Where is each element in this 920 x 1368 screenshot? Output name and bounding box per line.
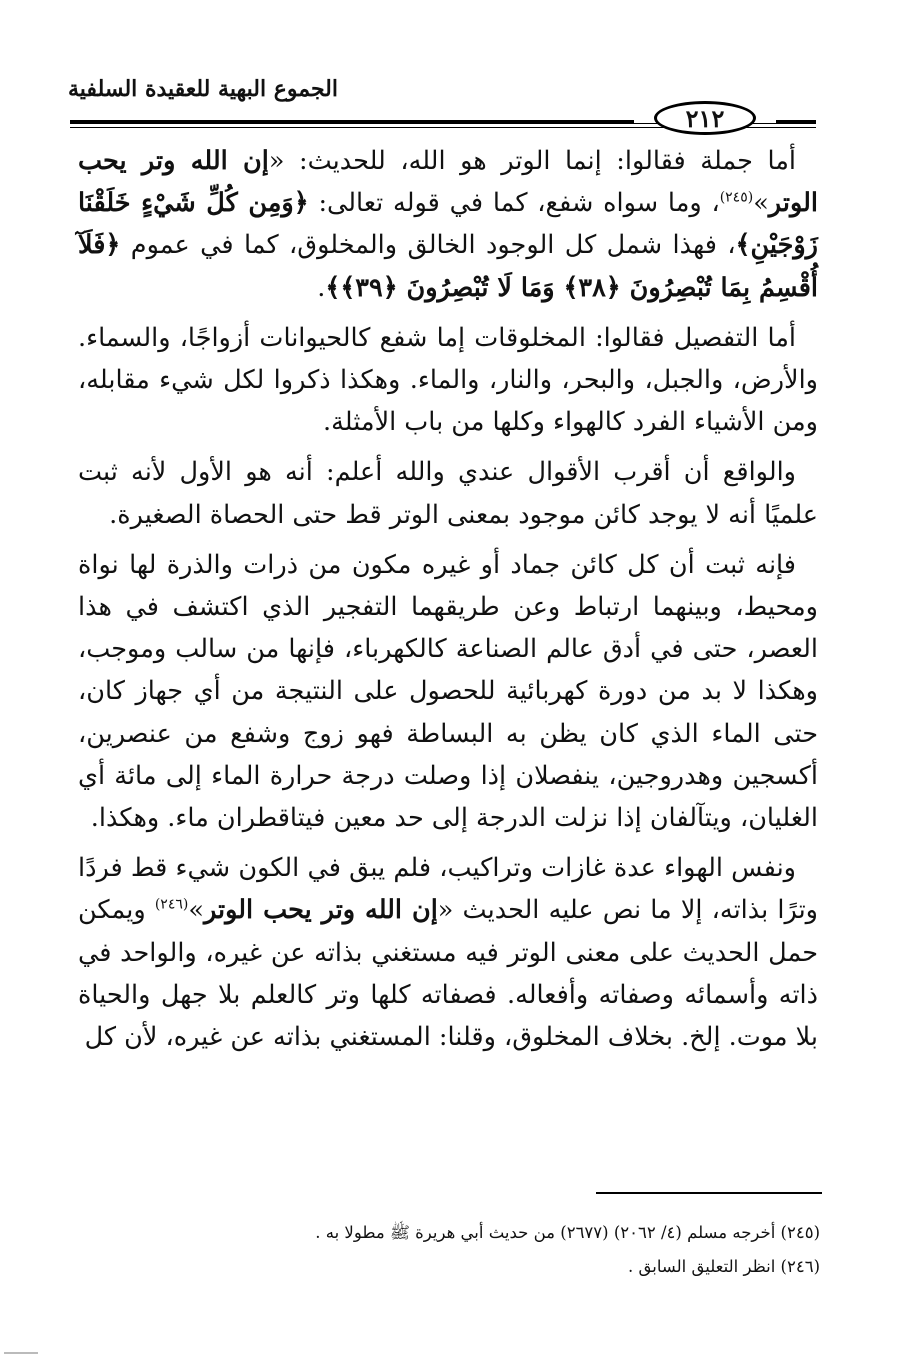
text-run: ، فهذا شمل كل الوجود الخالق والمخلوق، كما في عموم	[120, 230, 736, 261]
text-run: »	[753, 188, 769, 219]
page-number: ٢١٢	[654, 101, 756, 135]
footnote-reference: (٢٤٥)	[719, 189, 754, 206]
text-run: ويمكن حمل الحديث على معنى الوتر فيه مستغني بذاته عن غيره، والواحد في ذاته وأسمائه وصفاته وأفعاله. فصفاته كلها وتر كالعلم بلا جهل والحياة بلا موت. إلخ. بخلاف المخلوق، وقلنا: المستغني بذاته عن غيره، لأن كل	[78, 895, 818, 1053]
main-text	[78, 140, 818, 1066]
hadith-quote: إن الله وتر يحب الوتر	[203, 895, 438, 926]
quran-verse: ﴿فَلَآ أُقْسِمُ بِمَا تُبْصِرُونَ ﴿٣٨﴾ وَمَا لَا تُبْصِرُونَ ﴿٣٩﴾﴾	[78, 230, 818, 303]
paragraph-3: والواقع أن أقرب الأقوال عندي والله أعلم: أنه هو الأول لأنه ثبت علميًا أنه لا يوجد كائن موجود بمعنى الوتر قط حتى الحصاة الصغيرة.	[78, 457, 818, 530]
paragraph-4: فإنه ثبت أن كل كائن جماد أو غيره مكون من ذرات والذرة لها نواة ومحيط، وبينهما ارتباط وعن طريقهما التفجير الذي اكتشف في هذا العصر، حتى في أدق عالم الصناعة كالكهرباء، فإنها من سالب وموجب، وهكذا لا بد من دورة كهربائية للحصول على النتيجة من أي جهاز كان، حتى الماء الذي كان يظن به البساطة فهو زوج وشفع من عنصرين، أكسجين وهدروجين، ينفصلان إذا وصلت درجة حرارة الماء إلى مائة أي الغليان، ويتآلفان إذا نزلت الدرجة إلى حد معين فيتاقطران ماء. وهكذا.	[78, 549, 818, 834]
text-run: ونفس الهواء عدة غازات وتراكيب، فلم يبق في الكون شيء قط فردًا وترًا بذاته، إلا ما نص عليه الحديث «	[78, 853, 818, 926]
text-run: أما جملة فقالوا: إنما الوتر هو الله، للحديث: «	[268, 146, 796, 176]
paragraph-2: أما التفصيل فقالوا: المخلوقات إما شفع كالحيوانات أزواجًا، والسماء. والأرض، والجبل، والبحر، والنار، والماء. وهكذا ذكروا لكل شيء مقابله، ومن الأشياء الفرد كالهواء وكلها من باب الأمثلة.	[78, 322, 818, 438]
footnotes	[80, 1216, 820, 1284]
footnote-reference: (٢٤٦)	[154, 896, 189, 913]
text-run: .	[317, 272, 326, 303]
quran-verse: ﴿وَمِن كُلِّ شَيْءٍ خَلَقْنَا زَوْجَيْنِ﴾	[78, 188, 818, 261]
hadith-quote: إن الله وتر يحب الوتر	[78, 146, 818, 219]
paragraph-1	[78, 140, 818, 309]
scan-edge-mark	[4, 1352, 38, 1354]
text-run: »	[188, 895, 204, 926]
text-run: ، وما سواه شفع، كما في قوله تعالى:	[308, 188, 720, 219]
footnote-245: (٢٤٥) أخرجه مسلم (٤/ ٢٠٦٢) (٢٦٧٧) من حديث أبي هريرة ﷺ مطولا به .	[315, 1223, 820, 1242]
paragraph-5	[78, 847, 818, 1058]
running-header-title: الجموع البهية للعقيدة السلفية	[68, 76, 338, 102]
footnote-246: (٢٤٦) انظر التعليق السابق .	[628, 1257, 820, 1276]
footnote-separator	[596, 1192, 822, 1194]
